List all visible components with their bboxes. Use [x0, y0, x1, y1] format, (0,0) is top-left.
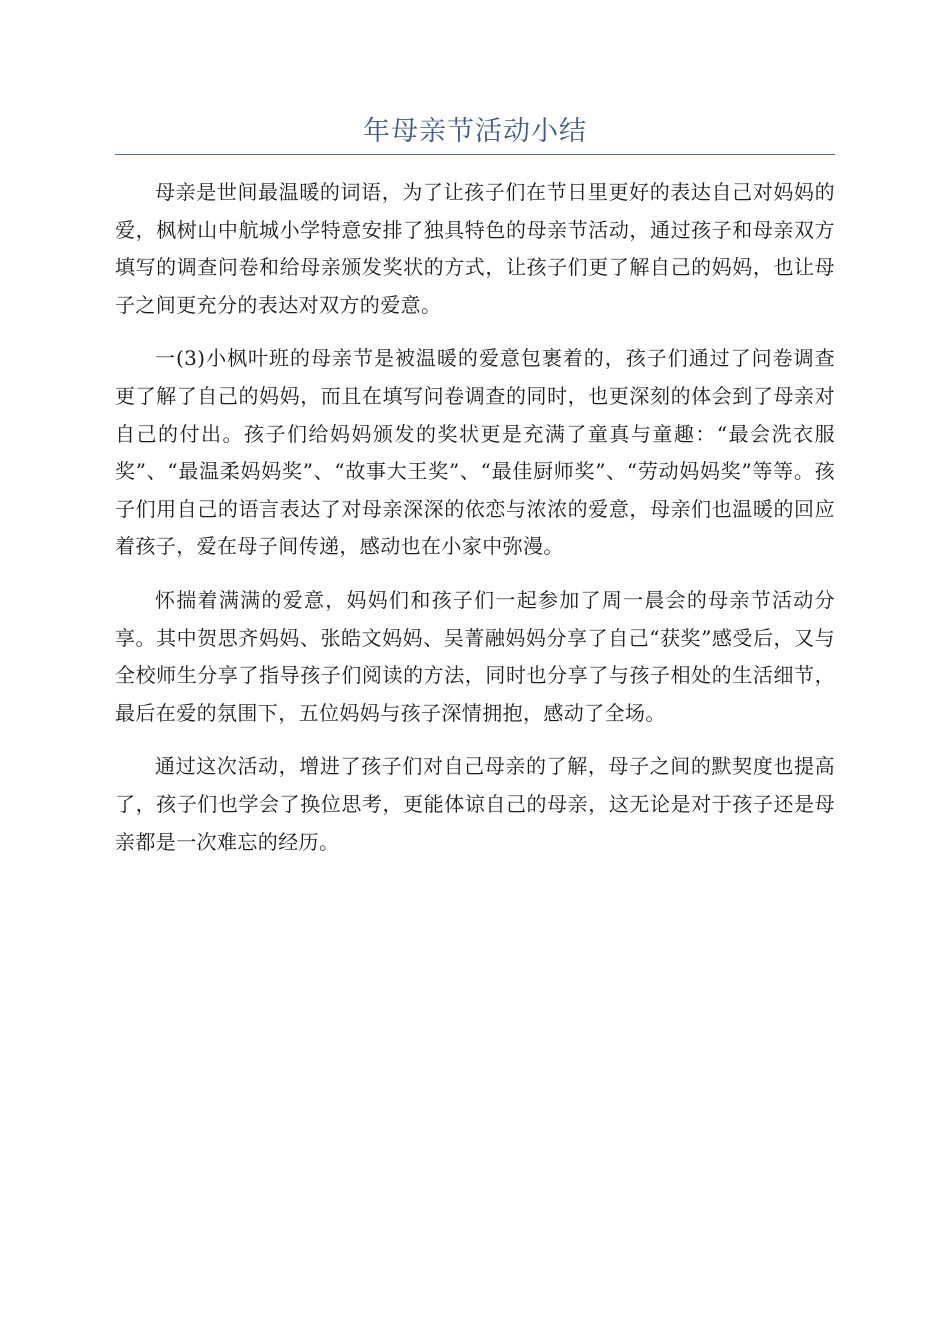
paragraph-morning-assembly: 怀揣着满满的爱意，妈妈们和孩子们一起参加了周一晨会的母亲节活动分享。其中贺思齐妈妈、张皓文妈妈、吴菁融妈妈分享了自己“获奖”感受后，又与全校师生分享了指导孩子们阅读的方法，同时也分享了与孩子相处的生活细节，最后在爱的氛围下，五位妈妈与孩子深情拥抱，感动了全场。	[115, 587, 835, 725]
title-underline	[115, 154, 835, 155]
document-title: 年母亲节活动小结	[363, 116, 587, 147]
paragraph-intro: 母亲是世间最温暖的词语，为了让孩子们在节日里更好的表达自己对妈妈的爱，枫树山中航城小学特意安排了独具特色的母亲节活动，通过孩子和母亲双方填写的调查问卷和给母亲颁发奖状的方式，让孩子们更了解自己的妈妈，也让母子之间更充分的表达对双方的爱意。	[115, 180, 835, 317]
title-block	[115, 112, 835, 155]
paragraph-class-activity: 一(3)小枫叶班的母亲节是被温暖的爱意包裹着的，孩子们通过了问卷调查更了解了自己的妈妈，而且在填写问卷调查的同时，也更深刻的体会到了母亲对自己的付出。孩子们给妈妈颁发的奖状更是充满了童真与童趣：“最会洗衣服奖”、“最温柔妈妈奖”、“故事大王奖”、“最佳厨师奖”、“劳动妈妈奖”等等。孩子们用自己的语言表达了对母亲深深的依恋与浓浓的爱意，母亲们也温暖的回应着孩子，爱在母子间传递，感动也在小家中弥漫。	[115, 346, 835, 559]
paragraph-conclusion: 通过这次活动，增进了孩子们对自己母亲的了解，母子之间的默契度也提高了，孩子们也学会了换位思考，更能体谅自己的母亲，这无论是对于孩子还是母亲都是一次难忘的经历。	[115, 754, 835, 854]
document-body	[115, 174, 835, 877]
